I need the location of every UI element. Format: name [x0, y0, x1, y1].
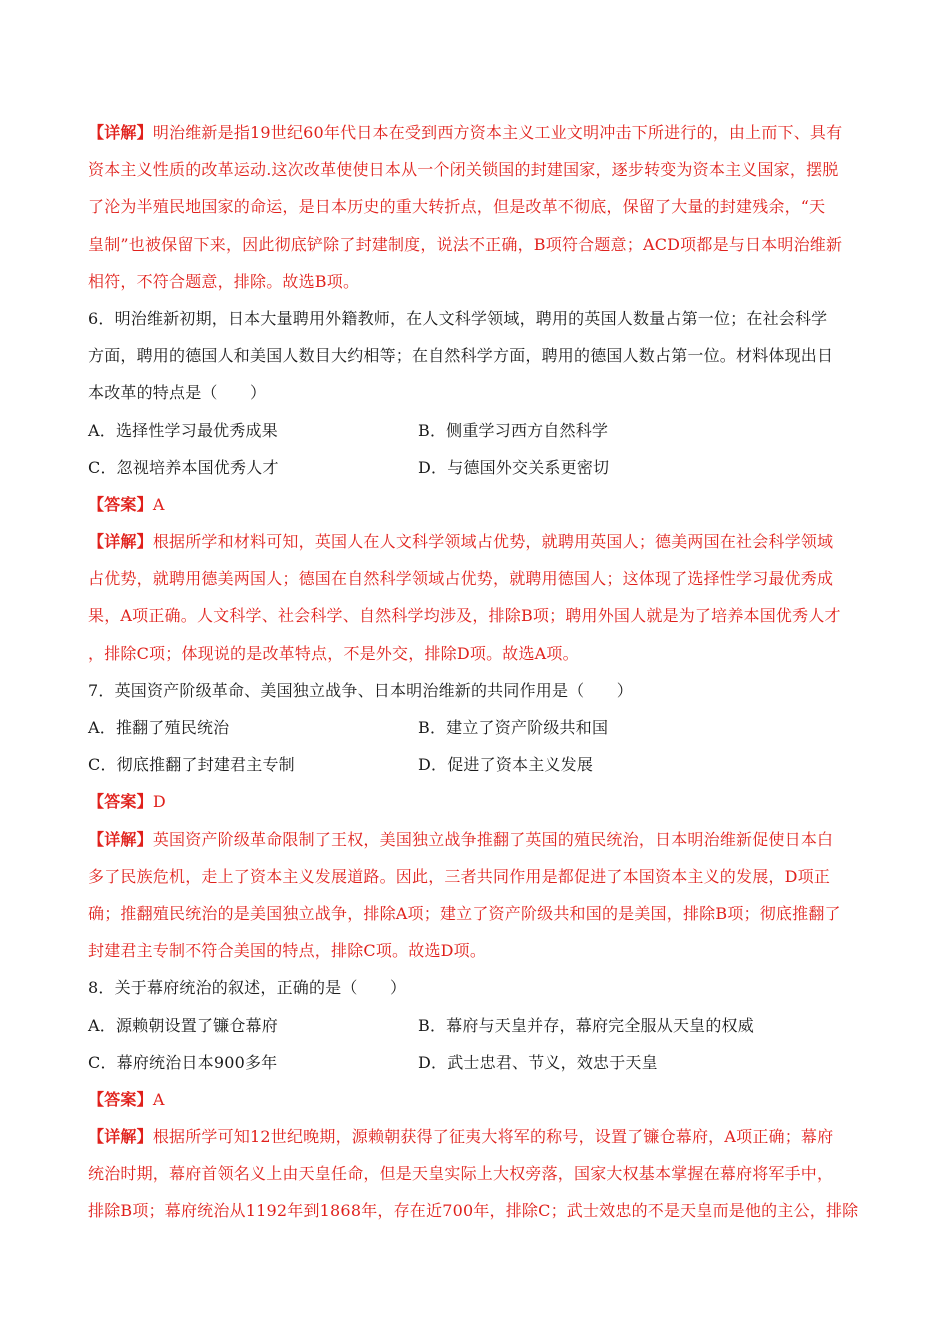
answer-tag: 【答案】 — [88, 792, 153, 812]
q8-option-a: A．源赖朝设置了镰仓幕府 — [88, 1015, 278, 1035]
q6-detail-line-4: ，排除C项；体现说的是改革特点，不是外交，排除D项。故选A项。 — [88, 643, 579, 663]
q8-detail-line-3: 排除B项；幕府统治从1192年到1868年，存在近700年，排除C；武士效忠的不是天皇而是他的主公，排除 — [88, 1201, 859, 1221]
q7-option-a: A．推翻了殖民统治 — [88, 718, 230, 737]
detail-text: 明治维新是指19世纪60年代日本在受到西方资本主义工业文明冲击下所进行的，由上而下、具有 — [152, 123, 843, 142]
answer-tag: 【答案】 — [88, 1089, 153, 1109]
q5-detail-line-1 — [88, 114, 864, 151]
q7-option-b: B．建立了资产阶级共和国 — [418, 718, 609, 737]
answer-value: A — [152, 494, 165, 514]
q8-option-b: B．幕府与天皇并存，幕府完全服从天皇的权威 — [418, 1015, 754, 1035]
detail-tag: 【详解】 — [88, 123, 153, 142]
detail-tag: 【详解】 — [88, 1127, 153, 1147]
answer-value: A — [152, 1089, 165, 1109]
q6-option-a: A．选择性学习最优秀成果 — [88, 420, 278, 440]
q7-options-row-2 — [88, 746, 864, 783]
q6-detail-line-1 — [88, 523, 864, 560]
q7-option-d: D．促进了资本主义发展 — [418, 755, 594, 775]
q5-detail-line-3: 了沦为半殖民地国家的命运，是日本历史的重大转折点，但是改革不彻底，保留了大量的封建残余，“天 — [88, 197, 826, 217]
q7-options-row-1 — [88, 709, 864, 746]
q6-option-d: D．与德国外交关系更密切 — [418, 457, 610, 477]
detail-text: 根据所学可知12世纪晚期，源赖朝获得了征夷大将军的称号，设置了镰仓幕府，A项正确；幕府 — [152, 1127, 834, 1147]
q8-detail-line-2: 统治时期，幕府首领名义上由天皇任命，但是天皇实际上大权旁落，国家大权基本掌握在幕府将军手中， — [88, 1164, 834, 1184]
detail-text: 根据所学和材料可知，英国人在人文科学领域占优势，就聘用英国人；德美两国在社会科学领域 — [152, 532, 834, 552]
q6-options-row-2 — [88, 449, 864, 486]
q6-answer — [88, 486, 864, 523]
detail-tag: 【详解】 — [88, 532, 153, 552]
q8-options-row-1 — [88, 1007, 864, 1044]
q8-options-row-2 — [88, 1044, 864, 1081]
q8-stem-line-1: 8．关于幕府统治的叙述，正确的是（ ） — [88, 978, 407, 998]
q8-option-d: D．武士忠君、节义，效忠于天皇 — [418, 1052, 658, 1072]
q6-stem-line-3: 本改革的特点是（ ） — [88, 383, 267, 403]
q8-detail-line-1 — [88, 1118, 864, 1155]
q7-answer — [88, 783, 864, 820]
answer-value: D — [152, 792, 166, 812]
q7-stem-line-1: 7．英国资产阶级革命、美国独立战争、日本明治维新的共同作用是（ ） — [88, 680, 633, 700]
q7-detail-line-4: 封建君主专制不符合美国的特点，排除C项。故选D项。 — [88, 941, 487, 961]
q6-option-b: B．侧重学习西方自然科学 — [418, 420, 609, 440]
q6-detail-line-2: 占优势，就聘用德美两国人；德国在自然科学领域占优势，就聘用德国人；这体现了选择性学习最优秀成 — [88, 569, 834, 589]
q7-detail-line-1 — [88, 821, 864, 858]
q5-detail-line-4: 皇制”也被保留下来，因此彻底铲除了封建制度，说法不正确，B项符合题意；ACD项都是与日本明治维新 — [88, 234, 843, 254]
q8-answer — [88, 1081, 864, 1118]
q6-option-c: C．忽视培养本国优秀人才 — [88, 457, 279, 477]
q7-detail-line-2: 多了民族危机，走上了资本主义发展道路。因此，三者共同作用是都促进了本国资本主义的发展，D项正 — [88, 866, 831, 886]
document-content — [88, 114, 864, 1230]
q6-stem-line-2: 方面，聘用的德国人和美国人数目大约相等；在自然科学方面，聘用的德国人数占第一位。材料体现出日 — [88, 346, 834, 366]
q6-options-row-1 — [88, 412, 864, 449]
q8-option-c: C．幕府统治日本900多年 — [88, 1052, 278, 1072]
q6-stem-line-1: 6．明治维新初期，日本大量聘用外籍教师，在人文科学领域，聘用的英国人数量占第一位；在社会科学 — [88, 308, 828, 328]
answer-tag: 【答案】 — [88, 494, 153, 514]
q6-detail-line-3: 果，A项正确。人文科学、社会科学、自然科学均涉及，排除B项；聘用外国人就是为了培养本国优秀人才 — [88, 606, 841, 626]
detail-tag: 【详解】 — [88, 829, 153, 849]
detail-text: 英国资产阶级革命限制了王权，美国独立战争推翻了英国的殖民统治，日本明治维新促使日本白 — [152, 829, 834, 849]
q5-detail-line-5: 相符，不符合题意，排除。故选B项。 — [88, 271, 360, 291]
q7-option-c: C．彻底推翻了封建君主专制 — [88, 755, 295, 775]
q5-detail-line-2: 资本主义性质的改革运动.这次改革使使日本从一个闭关锁国的封建国家，逐步转变为资本主义国家，摆脱 — [88, 160, 839, 180]
q7-detail-line-3: 确；推翻殖民统治的是美国独立战争，排除A项；建立了资产阶级共和国的是美国，排除B项；彻底推翻了 — [88, 903, 841, 923]
